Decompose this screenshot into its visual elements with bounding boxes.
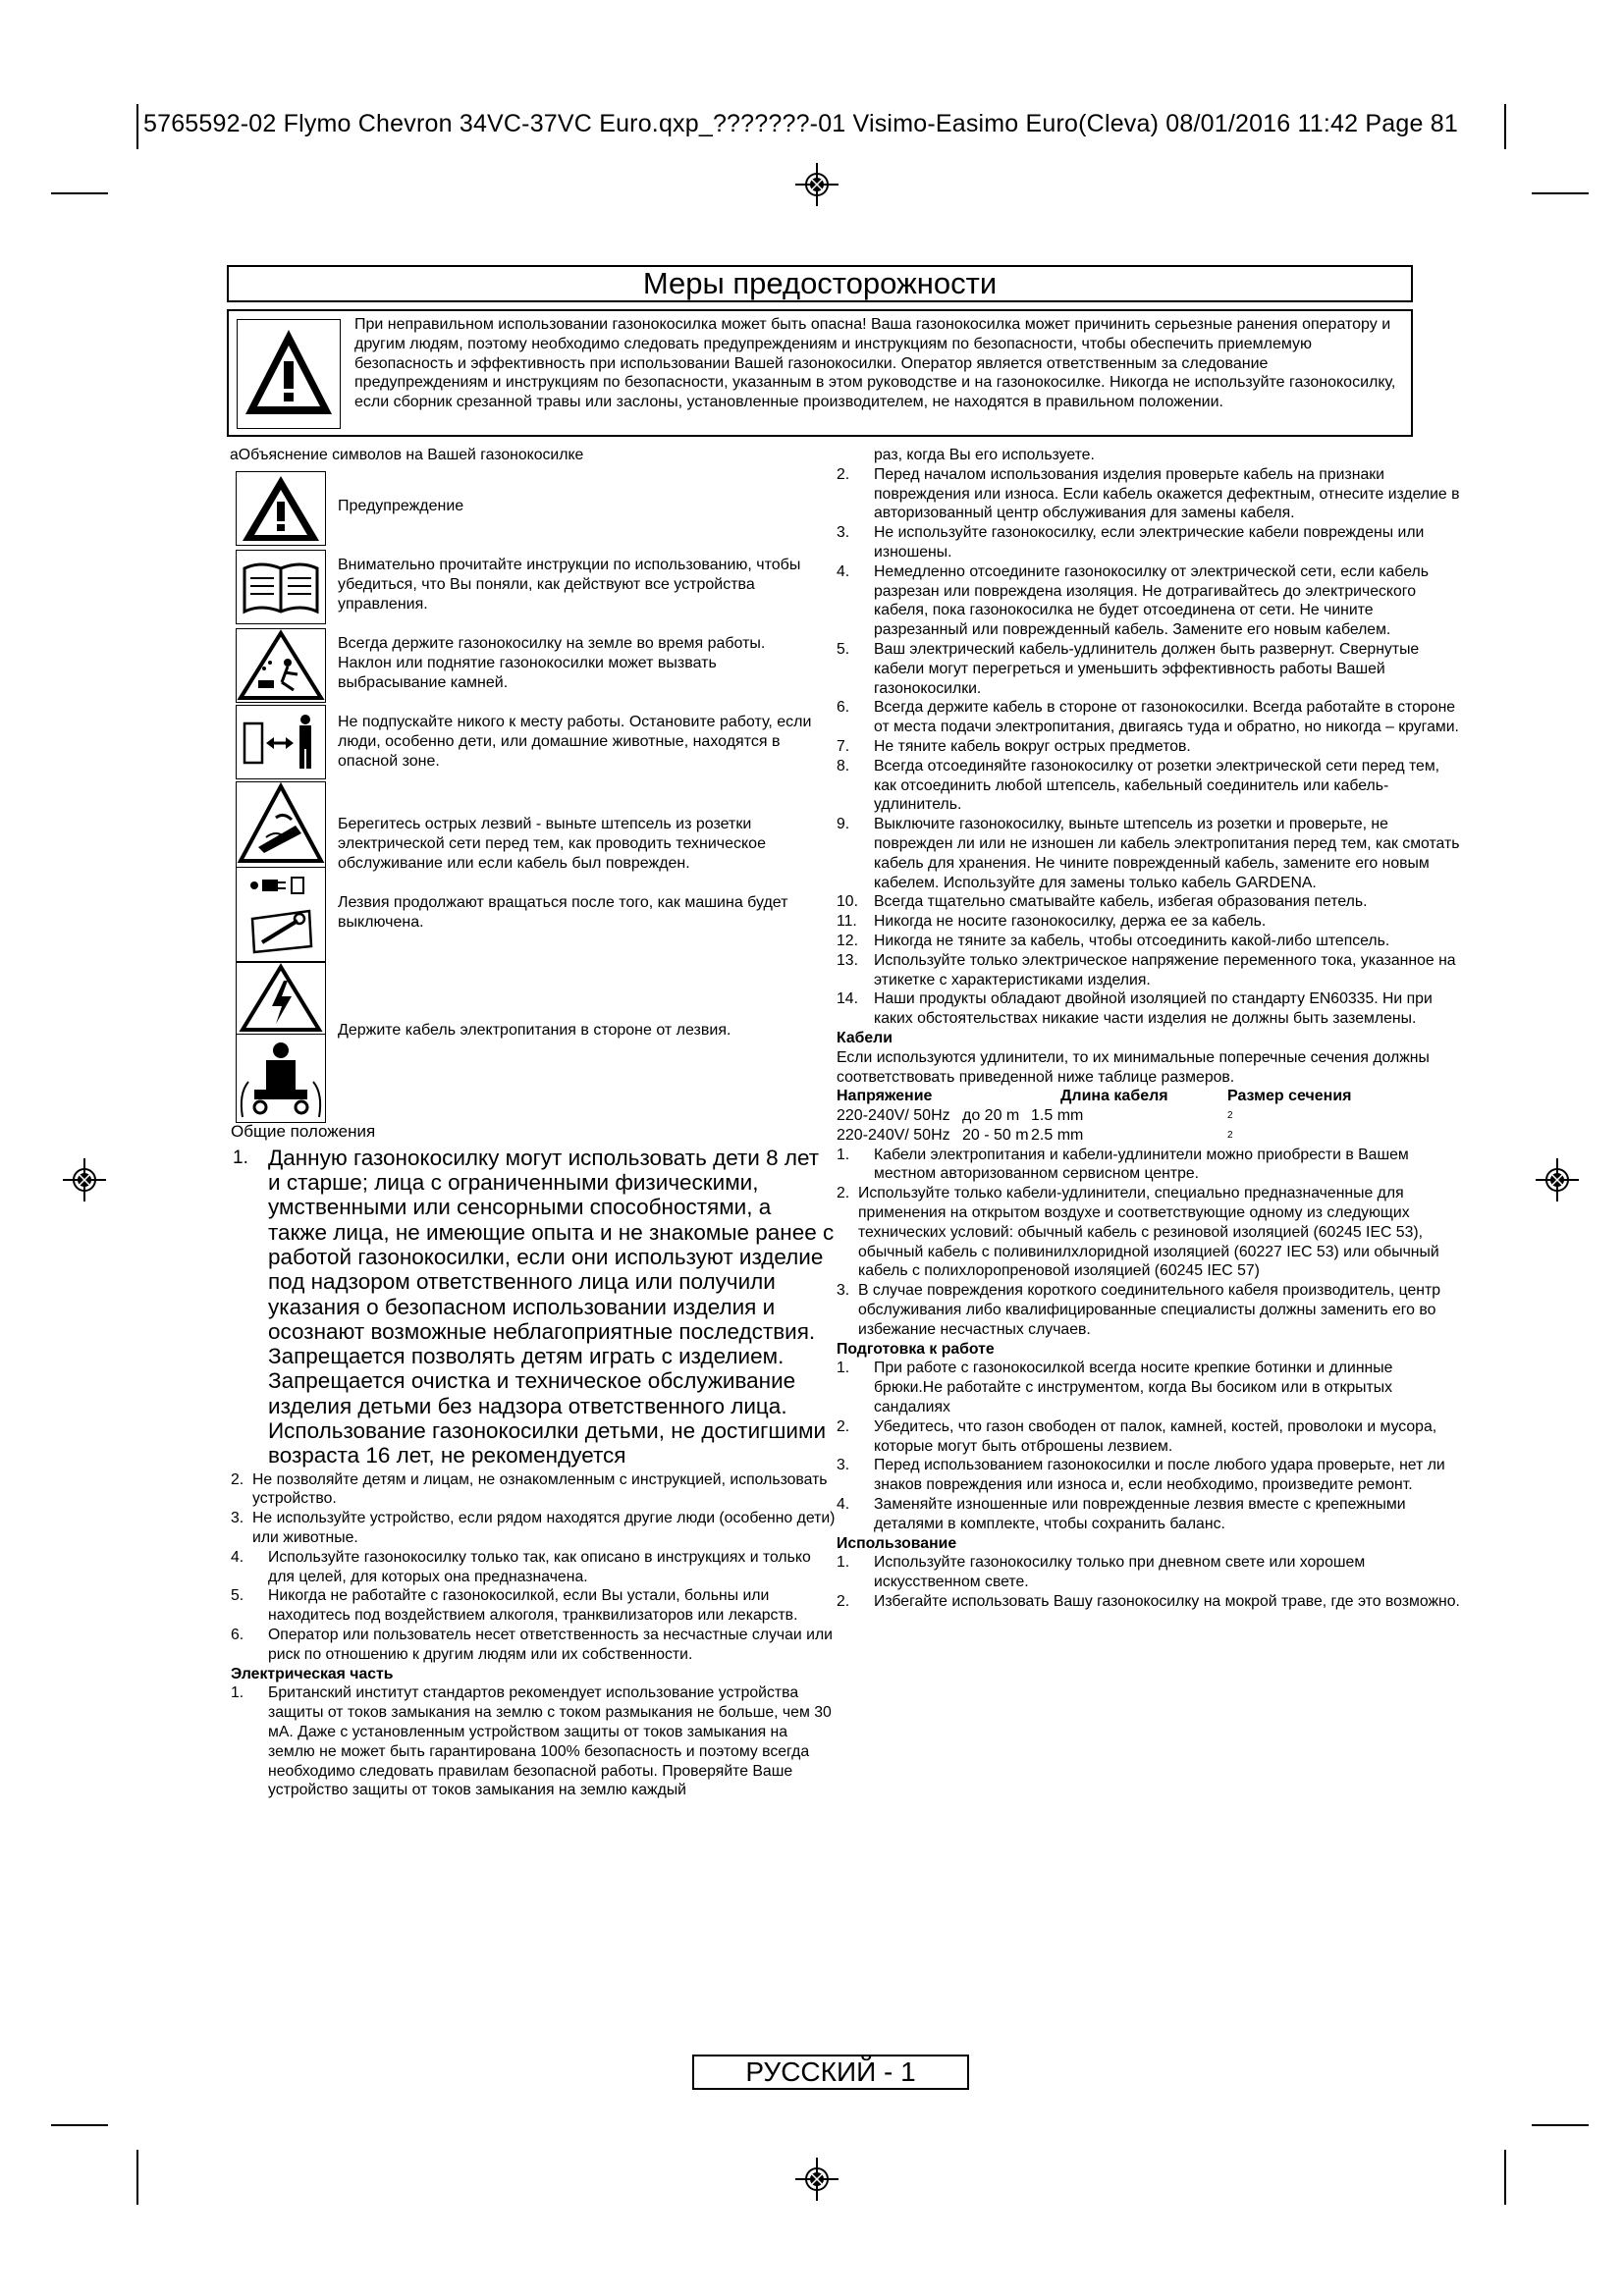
crop-mark-top-right-v: [1504, 104, 1506, 149]
electric-item-2: 2. Перед началом использования изделия проверьте кабель на признаки повреждения или износа. Если кабель окажется дефектным, отнесите изделие в авторизованный центр обслуживания для замены кабеля.: [837, 465, 1460, 522]
general-item-4: 4. Используйте газонокосилку только так, как описано в инструкциях и только для целей, для которых она предназначена.: [231, 1548, 811, 1585]
electric-item-11: 11. Никогда не носите газонокосилку, держа ее за кабель.: [837, 913, 1267, 931]
cable-away-icon: [237, 1035, 325, 1121]
thrown-objects-icon: [237, 629, 325, 702]
registration-mark-left-icon: [63, 1158, 106, 1201]
electric-heading: Электрическая часть: [231, 1665, 394, 1682]
general-item-2: 2. Не позволяйте детям и лицам, не ознакомленным с инструкцией, использовать устройство.: [231, 1470, 828, 1508]
electric-item-5: 5. Ваш электрический кабель-удлинитель должен быть развернут. Свернутые кабели могут перегреться и уменьшить эффективность работы Вашей газонокосилки.: [837, 640, 1420, 697]
registration-mark-top-icon: [795, 163, 839, 206]
cables-item-2: 2. Используйте только кабели-удлинители, специально предназначенные для применения на открытом воздухе и соответствующие одному из следующих технических условий: обычный кабель с резиновой изоляцией (60245 IEC 53), обычный кабель с поливинилхлоридной изоляцией (60227 IEC 53) или обычный кабель с полихлоропреновой изоляцией (60245 IEC 57): [837, 1185, 1439, 1280]
electric-item-3: 3. Не используйте газонокосилку, если электрические кабели повреждены или изношены.: [837, 524, 1425, 561]
electric-item-14: 14. Наши продукты обладают двойной изоляцией по стандарту EN60335. Ни при каких обстоятельствах никакие части изделия не должны быть заземлены.: [837, 990, 1433, 1028]
symbol-text-manual: Внимательно прочитайте инструкции по использованию, чтобы убедиться, что Вы поняли, как действуют все устройства управления.: [338, 557, 801, 613]
general-item-3: 3. Не используйте устройство, если рядом находятся другие люди (особенно дети) или животные.: [231, 1510, 836, 1547]
electric-item-4: 4. Немедленно отсоедините газонокосилку от электрической сети, если кабель разрезан или повреждена изоляция. Не дотрагивайтесь до электрического кабеля, пока газонокосилка не будет отсоединена от сети. Не чините разрезанный или поврежденный кабель. Замените его новым кабелем.: [837, 562, 1429, 639]
cables-heading: Кабели: [837, 1029, 893, 1046]
warning-text: При неправильном использовании газонокосилка может быть опасна! Ваша газонокосилка может причинить серьезные ранения оператору и другим людям, поэтому необходимо следовать предупреждениям и инструкциям по безопасности, чтобы обеспечить приемлемую безопасность и эффективность при использовании Вашей газонокосилки. Оператор является ответственным за следование предупреждениям и инструкциям по безопасности, указанным в этом руководстве и на газонокосилке. Никогда не используйте газонокосилку, если сборник срезанной травы или заслоны, установленные производителем, не находятся в правильном положении.: [354, 316, 1396, 411]
sharp-blades-icon: [237, 782, 325, 867]
electric-item-12: 12. Никогда не тяните за кабель, чтобы отсоединить какой-либо штепсель.: [837, 932, 1390, 949]
symbol-text-unplug: Лезвия продолжают вращаться после того, как машина будет выключена.: [338, 894, 788, 931]
symbol-blades-frame: [236, 781, 326, 868]
general-item-6: 6. Оператор или пользователь несет ответственность за несчастные случаи или риск по отношению к другим людям или их собственности.: [231, 1627, 833, 1663]
electric-hazard-icon: [237, 963, 325, 1034]
crop-mark-top-left-v: [136, 104, 138, 149]
electric-item-1: 1. Британский институт стандартов рекомендует использование устройства защиты от токов замыкания на землю с током размыкания не больше, чем 30 мА. Даже с установленным устройством защиты от токов замыкания на землю не может быть гарантирована 100% безопасность и поэтому всегда необходимо следовать правилам безопасной работы. Проверяйте Ваше устройство защиты от токов замыкания на землю каждый: [231, 1684, 832, 1799]
electric-item-10: 10. Всегда тщательно сматывайте кабель, избегая образования петель.: [837, 893, 1368, 911]
cable-table-header: Напряжение Длина кабеля Размер сечения: [837, 1088, 1352, 1105]
electric-item-7: 7. Не тяните кабель вокруг острых предметов.: [837, 737, 1191, 755]
registration-mark-right-icon: [1536, 1158, 1579, 1201]
warning-icon-frame: [237, 319, 341, 429]
symbol-manual-frame: [236, 550, 326, 624]
general-item-1-num: 1.: [233, 1147, 248, 1168]
symbol-text-blades: Берегитесь острых лезвий - выньте штепсель из розетки электрической сети перед тем, как проводить техническое обслуживание или если кабель был поврежден.: [338, 816, 766, 872]
symbol-warning-frame: [236, 471, 326, 546]
electric-item-1-cont: раз, когда Вы его используете.: [874, 447, 1095, 463]
symbol-electric-frame: [236, 962, 326, 1035]
warning-triangle-icon: [237, 472, 325, 545]
crop-mark-bottom-left-h: [51, 2124, 108, 2126]
usage-heading: Использование: [837, 1534, 957, 1552]
print-slug: 5765592-02 Flymo Chevron 34VC-37VC Euro.qxp_???????-01 Visimo-Easimo Euro(Cleva) 08/01/2016 11:42 Page 81: [143, 110, 1458, 137]
right-column-text: [837, 446, 1465, 1612]
electric-item-8: 8. Всегда отсоединяйте газонокосилку от розетки электрической сети перед тем, как отсоединить любой штепсель, кабельный соединитель или кабель-удлинитель.: [837, 757, 1440, 814]
preparation-item-4: 4. Заменяйте изношенные или поврежденные лезвия вместе с крепежными деталями в комплекте, чтобы сохранить баланс.: [837, 1496, 1406, 1532]
cable-table-row: 220-240V/ 50Hz до 20 m 1.5 mm 2: [837, 1107, 1233, 1125]
crop-mark-bottom-left-v: [136, 2150, 138, 2205]
cables-item-1: 1. Кабели электропитания и кабели-удлинители можно приобрести в Вашем местном авторизованном сервисном центре.: [837, 1146, 1409, 1183]
symbol-thrown-frame: [236, 628, 326, 703]
usage-item-1: 1. Используйте газонокосилку только при дневном свете или хорошем искусственном свете.: [837, 1554, 1366, 1591]
cables-item-3: 3. В случае повреждения короткого соединительного кабеля производитель, центр обслуживания либо квалифицированные специалисты должны заменить его во избежание несчастных случаев.: [837, 1282, 1441, 1338]
left-column-text: [231, 1122, 836, 1800]
symbol-cable-frame: [236, 1035, 326, 1123]
registration-mark-bottom-icon: [795, 2158, 839, 2201]
symbol-text-distance: Не подпускайте никого к месту работы. Остановите работу, если люди, особенно дети, или домашние животные, находятся в опасной зоне.: [338, 714, 812, 770]
general-item-5: 5. Никогда не работайте с газонокосилкой, если Вы устали, больны или находитесь под воздействием алкоголя, транквилизаторов или лекарств.: [231, 1587, 798, 1625]
preparation-item-3: 3. Перед использованием газонокосилки и после любого удара проверьте, нет ли знаков повреждения или износа и, если необходимо, произведите ремонт.: [837, 1457, 1445, 1494]
warning-triangle-icon: [238, 320, 340, 428]
page-title: Меры предосторожности: [227, 265, 1413, 302]
cable-table-row: 220-240V/ 50Hz 20 - 50 m 2.5 mm 2: [837, 1126, 1233, 1144]
cable-size-table: [837, 1087, 1465, 1145]
read-manual-icon: [237, 551, 325, 623]
general-item-1-text: Данную газонокосилку могут использовать дети 8 лет и старше; лица с ограниченными физическими, умственными или сенсорными способностями, а также лица, не имеющие опыта и не знакомые ранее с работой газонокосилки, если они используют изделие под надзором ответственного лица или получили указания о безопасном использовании изделия и осознают возможные неблагоприятные последствия. Запрещается позволять детям играть с изделием. Запрещается очистка и техническое обслуживание изделия детьми без надзора ответственного лица. Использование газонокосилки детьми, не достигшими возраста 16 лет, не рекомендуется: [268, 1145, 835, 1468]
warning-box: [227, 309, 1413, 437]
electric-item-6: 6. Всегда держите кабель в стороне от газонокосилки. Всегда работайте в стороне от места подачи электропитания, двигаясь туда и обратно, но никогда – кругами.: [837, 699, 1459, 736]
electric-item-9: 9. Выключите газонокосилку, выньте штепсель из розетки и проверьте, не поврежден ли или не изношен ли кабель электропитания перед тем, как смотать кабель для хранения. Не чините поврежденный кабель, замените его новым кабелем. Используйте для замены только кабель GARDENA.: [837, 816, 1460, 891]
unplug-icon: [237, 868, 325, 960]
symbol-text-warning: Предупреждение: [338, 498, 464, 514]
crop-mark-top-right-h: [1532, 192, 1589, 194]
general-item-1: [231, 1146, 836, 1468]
cables-intro: Если используются удлинители, то их минимальные поперечные сечения должны соответствовать приведенной ниже таблице размеров.: [837, 1048, 1430, 1086]
symbols-heading: аОбъяснение символов на Вашей газонокосилке: [230, 447, 584, 463]
page-footer-label: РУССКИЙ - 1: [692, 2055, 969, 2090]
crop-mark-top-left-h: [51, 192, 108, 194]
symbol-unplug-frame: [236, 868, 326, 962]
symbol-distance-frame: [236, 705, 326, 779]
symbol-text-thrown: Всегда держите газонокосилку на земле во время работы. Наклон или поднятие газонокосилки может вызвать выбрасывание камней.: [338, 635, 766, 691]
crop-mark-bottom-right-v: [1504, 2150, 1506, 2205]
preparation-item-2: 2. Убедитесь, что газон свободен от палок, камней, костей, проволоки и мусора, которые могут быть отброшены лезвием.: [837, 1417, 1437, 1455]
preparation-item-1: 1. При работе с газонокосилкой всегда носите крепкие ботинки и длинные брюки.Не работайте с инструментом, когда Вы босиком или в открытых сандалиях: [837, 1360, 1393, 1416]
usage-item-2: 2. Избегайте использовать Вашу газонокосилку на мокрой траве, где это возможно.: [837, 1593, 1460, 1611]
electric-item-13: 13. Используйте только электрическое напряжение переменного тока, указанное на этикетке с характеристиками изделия.: [837, 951, 1456, 988]
general-heading: Общие положения: [231, 1122, 376, 1141]
crop-mark-bottom-right-h: [1532, 2124, 1589, 2126]
preparation-heading: Подготовка к работе: [837, 1340, 995, 1358]
keep-distance-icon: [237, 706, 325, 778]
symbol-text-cable: Держите кабель электропитания в стороне от лезвия.: [338, 1022, 731, 1039]
